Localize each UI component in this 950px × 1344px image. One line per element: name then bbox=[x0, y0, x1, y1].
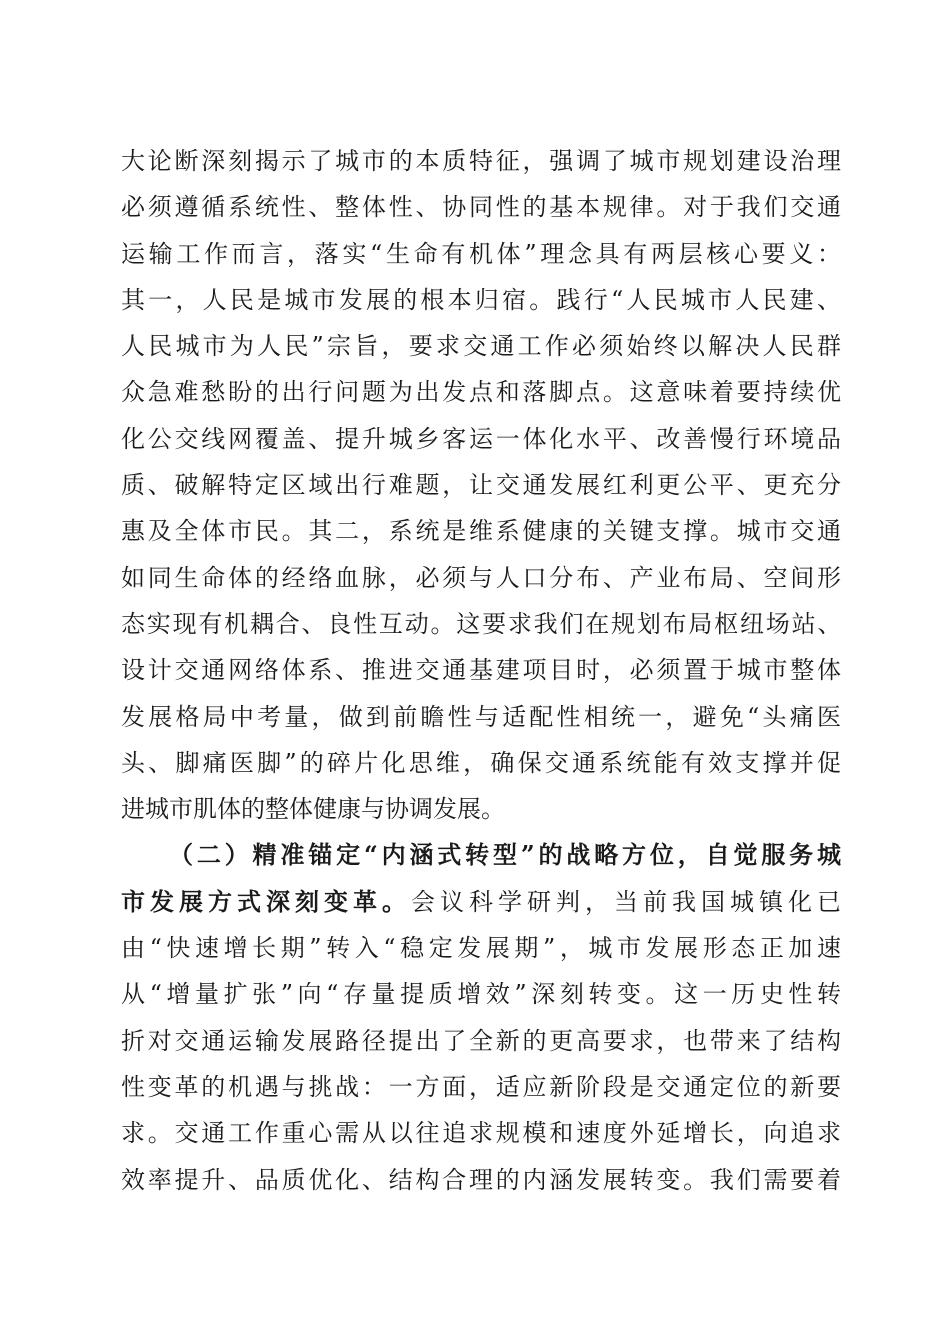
paragraph-1-line-5: 人民城市为人民”宗旨，要求交通工作必须始终以解决人民群 bbox=[121, 332, 841, 361]
paragraph-1-line-4: 其一，人民是城市发展的根本归宿。践行“人民城市人民建、 bbox=[121, 285, 841, 314]
paragraph-1-line-7: 化公交线网覆盖、提升城乡客运一体化水平、改善慢行环境品 bbox=[121, 424, 841, 453]
paragraph-2-line-3: 由“快速增长期”转入“稳定发展期”，城市发展形态正加速 bbox=[121, 934, 841, 963]
paragraph-1-line-15: 进城市肌体的整体健康与协调发展。 bbox=[121, 795, 505, 824]
paragraph-1-line-1: 大论断深刻揭示了城市的本质特征，强调了城市规划建设治理 bbox=[121, 147, 841, 175]
paragraph-1-line-14: 头、脚痛医脚”的碎片化思维，确保交通系统能有效支撑并促 bbox=[121, 748, 841, 777]
paragraph-1-line-10: 如同生命体的经络血脉，必须与人口分布、产业布局、空间形 bbox=[121, 563, 841, 592]
paragraph-2-line-7: 求。交通工作重心需从以往追求规模和速度外延增长，向追求 bbox=[121, 1119, 841, 1148]
section-heading-part-2: 市发展方式深刻变革。 bbox=[121, 886, 411, 916]
paragraph-1-line-8: 质、破解特定区域出行难题，让交通发展红利更公平、更充分 bbox=[121, 471, 841, 500]
body-text bbox=[121, 138, 841, 1203]
paragraph-1-line-11: 态实现有机耦合、良性互动。这要求我们在规划布局枢纽场站、 bbox=[121, 609, 841, 638]
section-heading-part-1: （二）精准锚定“内涵式转型”的战略方位，自觉服务城 bbox=[169, 840, 841, 870]
paragraph-1-line-3: 运输工作而言，落实“生命有机体”理念具有两层核心要义： bbox=[121, 239, 841, 268]
paragraph-1-line-9: 惠及全体市民。其二，系统是维系健康的关键支撑。城市交通 bbox=[121, 517, 841, 546]
paragraph-2-line-2-body: 会议科学研判，当前我国城镇化已 bbox=[411, 887, 841, 916]
paragraph-2-heading-line-1 bbox=[121, 832, 841, 878]
paragraph-1-line-2: 必须遵循系统性、整体性、协同性的基本规律。对于我们交通 bbox=[121, 193, 841, 222]
paragraph-1-line-12: 设计交通网络体系、推进交通基建项目时，必须置于城市整体 bbox=[121, 656, 841, 685]
paragraph-2-line-8: 效率提升、品质优化、结构合理的内涵发展转变。我们需要着 bbox=[121, 1165, 841, 1194]
paragraph-2-line-6: 性变革的机遇与挑战：一方面，适应新阶段是交通定位的新要 bbox=[121, 1072, 841, 1101]
paragraph-1-line-6: 众急难愁盼的出行问题为出发点和落脚点。这意味着要持续优 bbox=[121, 378, 841, 407]
paragraph-2-line-2 bbox=[121, 879, 841, 925]
paragraph-2-line-5: 折对交通运输发展路径提出了全新的更高要求，也带来了结构 bbox=[121, 1026, 841, 1055]
paragraph-2-line-4: 从“增量扩张”向“存量提质增效”深刻转变。这一历史性转 bbox=[121, 980, 841, 1009]
paragraph-1-line-13: 发展格局中考量，做到前瞻性与适配性相统一，避免“头痛医 bbox=[121, 702, 841, 731]
